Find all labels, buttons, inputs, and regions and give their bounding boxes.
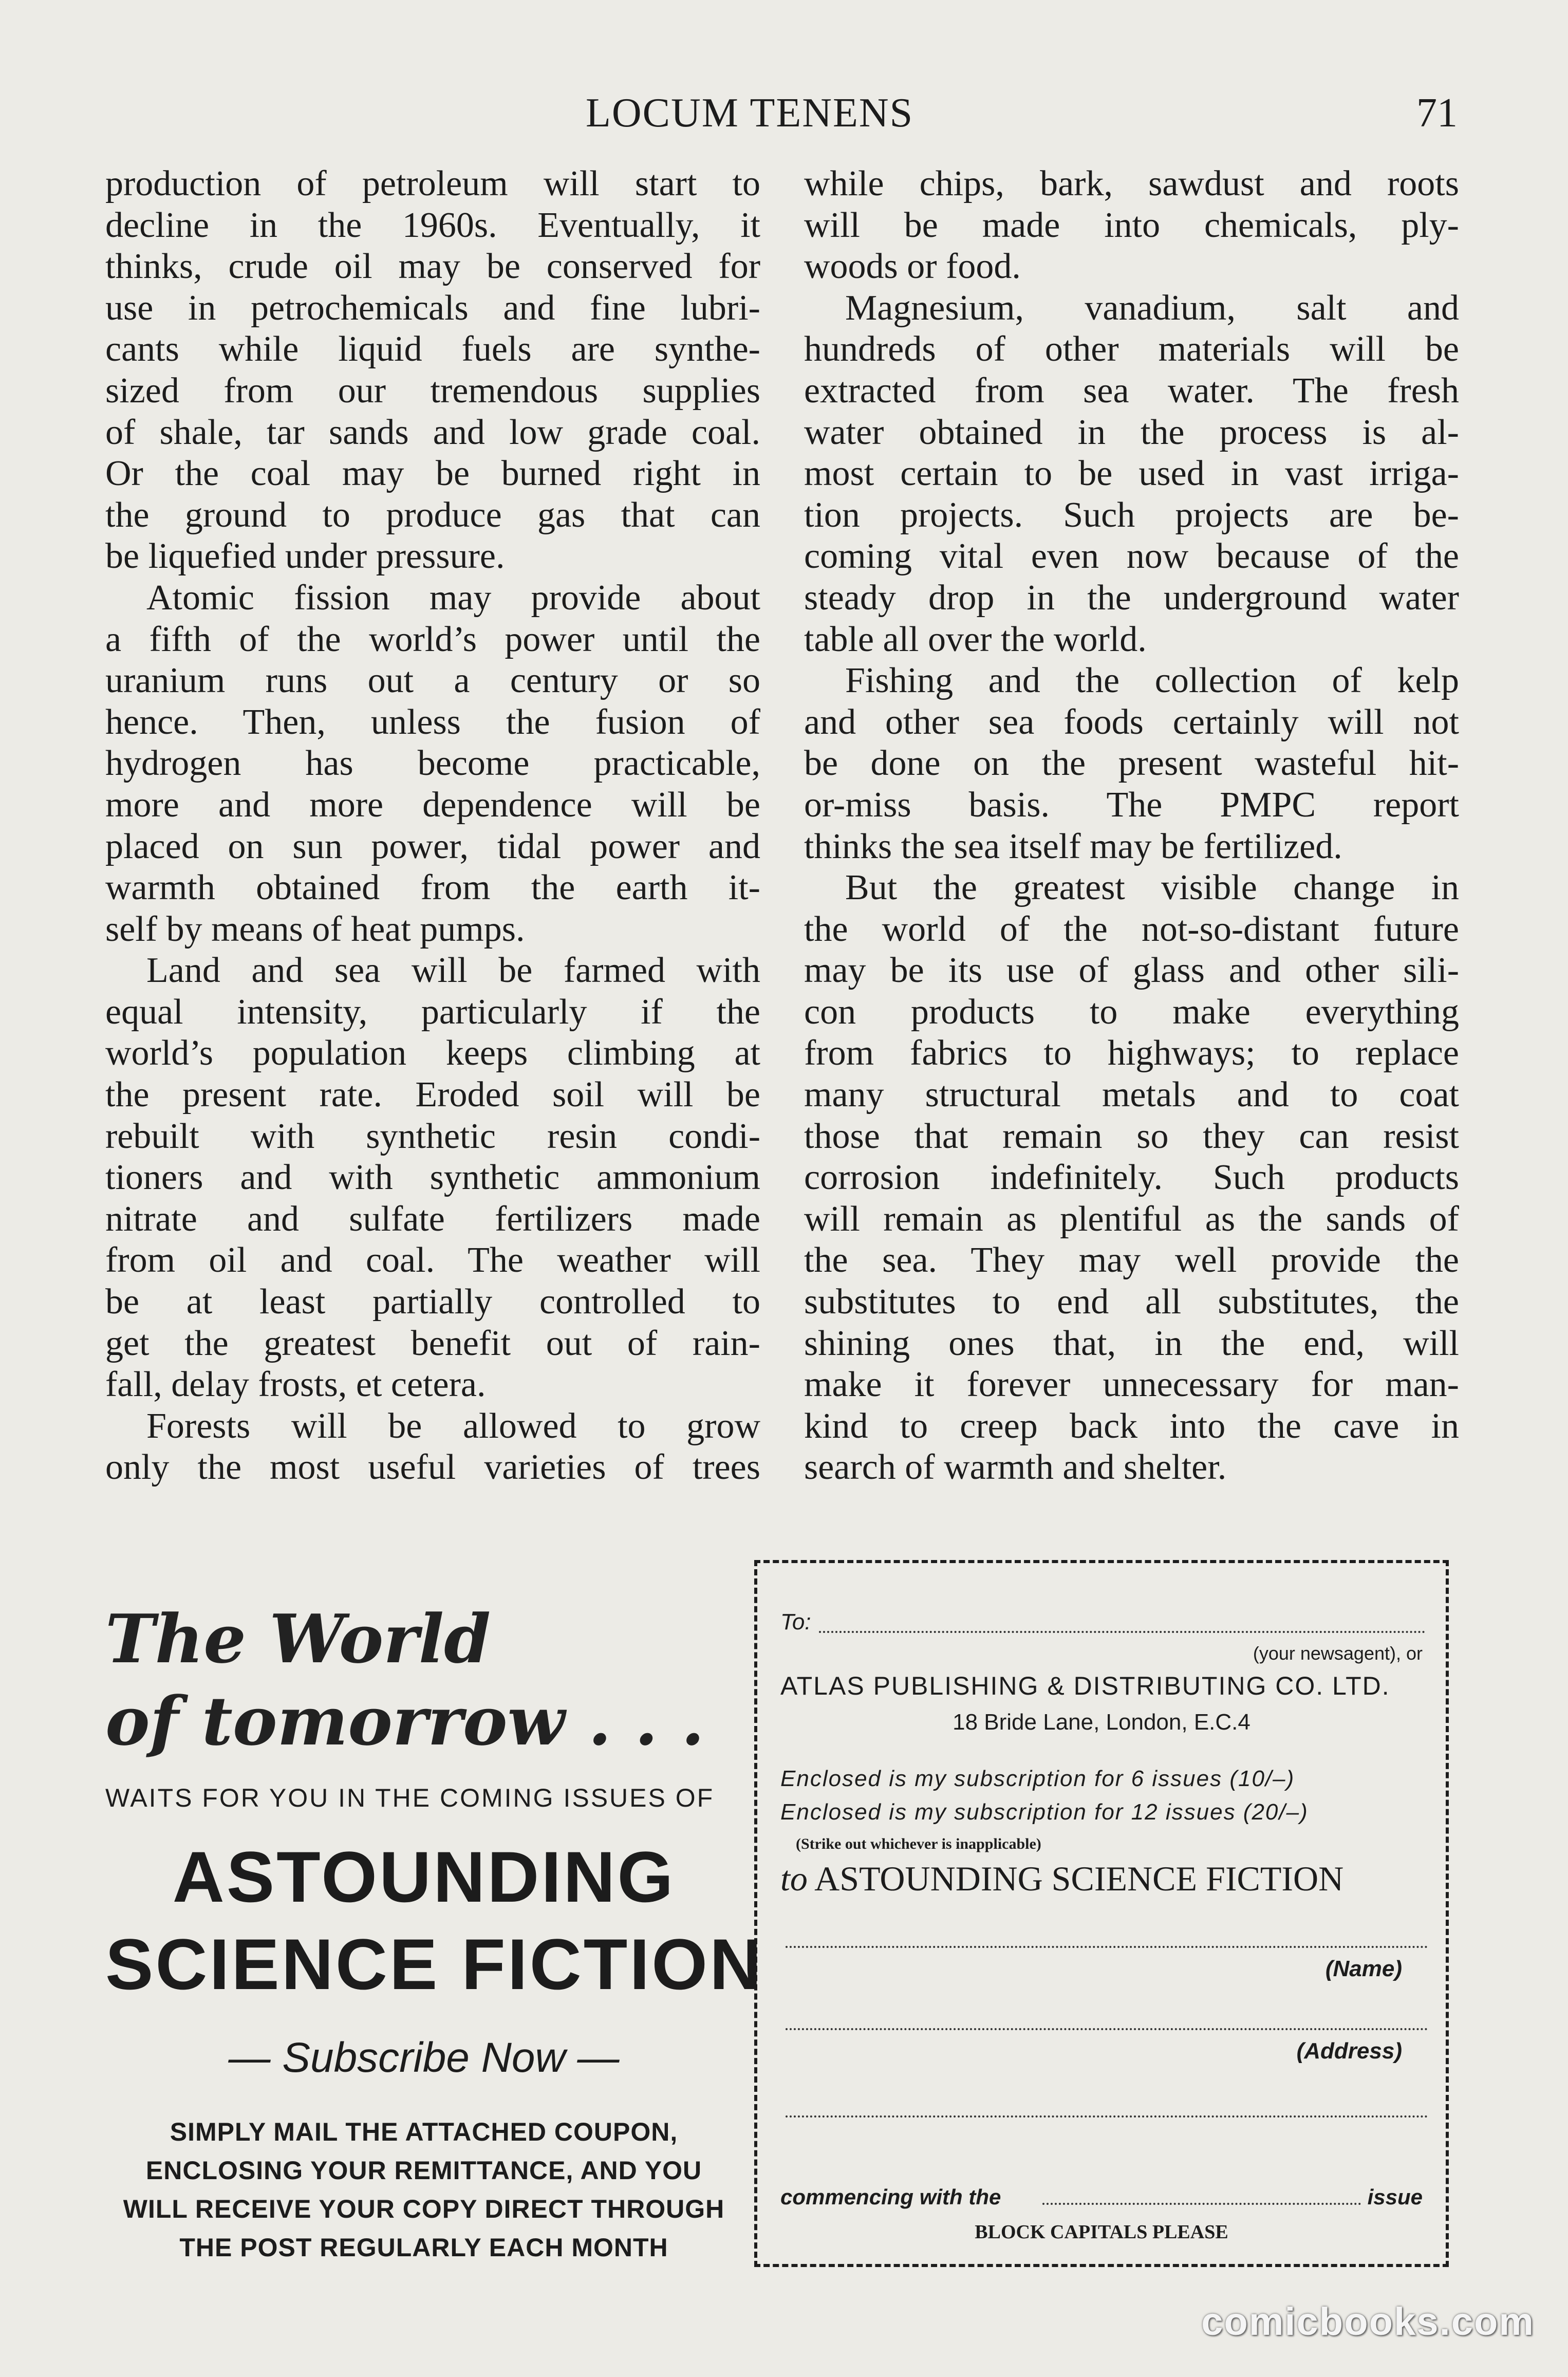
text-line: more and more dependence will be xyxy=(105,785,760,825)
page-header xyxy=(0,90,1568,146)
text-line: substitutes to end all substitutes, the xyxy=(804,1282,1459,1322)
text-line: Atomic fission may provide about xyxy=(146,578,760,618)
text-line: will be made into chemicals, ply- xyxy=(804,205,1459,245)
coupon-option-12-issues[interactable]: Enclosed is my subscription for 12 issues (20/–) xyxy=(780,1799,1309,1825)
ad-body-line: ENCLOSING YOUR REMITTANCE, AND YOU xyxy=(145,2156,702,2185)
text-line: thinks, crude oil may be conserved for xyxy=(105,247,760,287)
text-line: Or the coal may be burned right in xyxy=(105,454,760,494)
text-line: search of warmth and shelter. xyxy=(804,1447,1227,1488)
article-column-right xyxy=(804,163,1459,1489)
text-line: only the most useful varieties of trees xyxy=(105,1447,760,1488)
text-line: be liquefied under pressure. xyxy=(105,536,505,577)
text-line: rebuilt with synthetic resin condi- xyxy=(105,1116,760,1156)
text-line: tioners and with synthetic ammonium xyxy=(105,1158,760,1198)
subscription-coupon[interactable] xyxy=(754,1560,1449,2267)
coupon-address-line-2[interactable] xyxy=(786,2115,1428,2118)
text-line: Magnesium, vanadium, salt and xyxy=(845,288,1459,328)
ad-call-to-action: — Subscribe Now — xyxy=(228,2034,620,2081)
text-line: get the greatest benefit out of rain- xyxy=(105,1323,760,1363)
text-line: fall, delay frosts, et cetera. xyxy=(105,1365,486,1405)
coupon-strike-note: (Strike out whichever is inapplicable) xyxy=(796,1835,1041,1852)
coupon-address: 18 Bride Lane, London, E.C.4 xyxy=(953,1710,1250,1735)
page-number: 71 xyxy=(1416,90,1458,136)
text-line: the sea. They may well provide the xyxy=(804,1240,1459,1280)
text-line: Fishing and the collection of kelp xyxy=(845,661,1459,701)
text-line: hence. Then, unless the fusion of xyxy=(105,702,760,742)
text-line: equal intensity, particularly if the xyxy=(105,992,760,1032)
text-line: But the greatest visible change in xyxy=(845,868,1459,908)
text-line: from fabrics to highways; to replace xyxy=(804,1033,1459,1073)
ad-body xyxy=(105,2113,742,2267)
text-line: of shale, tar sands and low grade coal. xyxy=(105,412,760,452)
text-line: Forests will be allowed to grow xyxy=(146,1406,760,1446)
coupon-name-label: (Name) xyxy=(1325,1956,1402,1981)
text-line: the present rate. Eroded soil will be xyxy=(105,1075,760,1115)
ad-brand-line2: SCIENCE FICTION xyxy=(105,1924,764,2004)
coupon-address-label: (Address) xyxy=(1296,2038,1402,2064)
text-line: hundreds of other materials will be xyxy=(804,329,1459,369)
text-line: be at least partially controlled to xyxy=(105,1282,760,1322)
text-line: con products to make everything xyxy=(804,992,1459,1032)
watermark: comicbooks.com xyxy=(1201,2300,1535,2344)
subscription-advertisement xyxy=(105,1598,764,2267)
ad-body-line: WILL RECEIVE YOUR COPY DIRECT THROUGH xyxy=(123,2195,725,2223)
coupon-to-label: To: xyxy=(780,1609,811,1635)
text-line: corrosion indefinitely. Such products xyxy=(804,1158,1459,1198)
coupon-newsagent-note: (your newsagent), or xyxy=(1253,1643,1423,1664)
text-line: from oil and coal. The weather will xyxy=(105,1240,760,1280)
coupon-company: ATLAS PUBLISHING & DISTRIBUTING CO. LTD. xyxy=(780,1672,1390,1700)
text-line: kind to creep back into the cave in xyxy=(804,1406,1459,1446)
text-line: decline in the 1960s. Eventually, it xyxy=(105,205,760,245)
coupon-to-prefix: to xyxy=(780,1859,808,1898)
text-line: table all over the world. xyxy=(804,619,1147,659)
ad-body-line: THE POST REGULARLY EACH MONTH xyxy=(179,2233,668,2262)
text-line: woods or food. xyxy=(804,247,1021,287)
text-line: sized from our tremendous supplies xyxy=(105,370,760,411)
text-line: be done on the present wasteful hit- xyxy=(804,744,1459,784)
text-line: may be its use of glass and other sili- xyxy=(804,951,1459,991)
text-line: the world of the not-so-distant future xyxy=(804,909,1459,949)
text-line: a fifth of the world’s power until the xyxy=(105,619,760,659)
ad-title-line2: of tomorrow . . . xyxy=(105,1682,705,1760)
ad-title-line1: The World xyxy=(105,1600,491,1678)
text-line: self by means of heat pumps. xyxy=(105,909,525,949)
text-line: and other sea foods certainly will not xyxy=(804,702,1459,742)
text-line: use in petrochemicals and fine lubri- xyxy=(105,288,760,328)
text-line: while chips, bark, sawdust and roots xyxy=(804,164,1459,203)
text-line: most certain to be used in vast irriga- xyxy=(804,454,1459,494)
ad-subtitle: WAITS FOR YOU IN THE COMING ISSUES OF xyxy=(105,1784,715,1812)
text-line: steady drop in the underground water xyxy=(804,578,1459,618)
ad-brand-line1: ASTOUNDING xyxy=(172,1836,676,1917)
coupon-address-line-1[interactable] xyxy=(786,2028,1428,2030)
text-line: production of petroleum will start to xyxy=(105,164,760,203)
coupon-option-6-issues[interactable]: Enclosed is my subscription for 6 issues (10/–) xyxy=(780,1766,1295,1791)
text-line: make it forever unnecessary for man- xyxy=(804,1365,1459,1405)
text-line: tion projects. Such projects are be- xyxy=(804,495,1459,535)
text-line: the ground to produce gas that can xyxy=(105,495,760,535)
text-line: shining ones that, in the end, will xyxy=(804,1323,1459,1363)
text-line: hydrogen has become practicable, xyxy=(105,744,760,784)
text-line: coming vital even now because of the xyxy=(804,536,1459,577)
text-line: world’s population keeps climbing at xyxy=(105,1033,760,1073)
text-line: water obtained in the process is al- xyxy=(804,412,1459,452)
text-line: many structural metals and to coat xyxy=(804,1075,1459,1115)
text-line: nitrate and sulfate fertilizers made xyxy=(105,1199,760,1239)
text-line: Land and sea will be farmed with xyxy=(146,951,760,991)
coupon-to-line[interactable] xyxy=(819,1631,1425,1633)
text-line: placed on sun power, tidal power and xyxy=(105,826,760,866)
coupon-magazine-name: ASTOUNDING SCIENCE FICTION xyxy=(814,1859,1344,1898)
text-line: cants while liquid fuels are synthe- xyxy=(105,329,760,369)
coupon-to-magazine xyxy=(780,1859,1343,1899)
text-line: will remain as plentiful as the sands of xyxy=(804,1199,1459,1239)
coupon-block-capitals-note: BLOCK CAPITALS PLEASE xyxy=(975,2221,1228,2243)
text-line: uranium runs out a century or so xyxy=(105,661,760,701)
text-line: or-miss basis. The PMPC report xyxy=(804,785,1459,825)
coupon-issue-label: issue xyxy=(1367,2185,1423,2209)
text-line: thinks the sea itself may be fertilized. xyxy=(804,826,1342,866)
article-column-left xyxy=(105,163,760,1489)
coupon-name-line[interactable] xyxy=(786,1946,1428,1948)
text-line: warmth obtained from the earth it- xyxy=(105,868,760,908)
text-line: those that remain so they can resist xyxy=(804,1116,1459,1156)
coupon-commencing-label: commencing with the xyxy=(780,2185,1001,2209)
text-line: extracted from sea water. The fresh xyxy=(804,370,1459,411)
ad-body-line: SIMPLY MAIL THE ATTACHED COUPON, xyxy=(170,2118,678,2146)
running-title: LOCUM TENENS xyxy=(586,90,914,136)
coupon-commencing-line[interactable] xyxy=(1042,2203,1361,2205)
